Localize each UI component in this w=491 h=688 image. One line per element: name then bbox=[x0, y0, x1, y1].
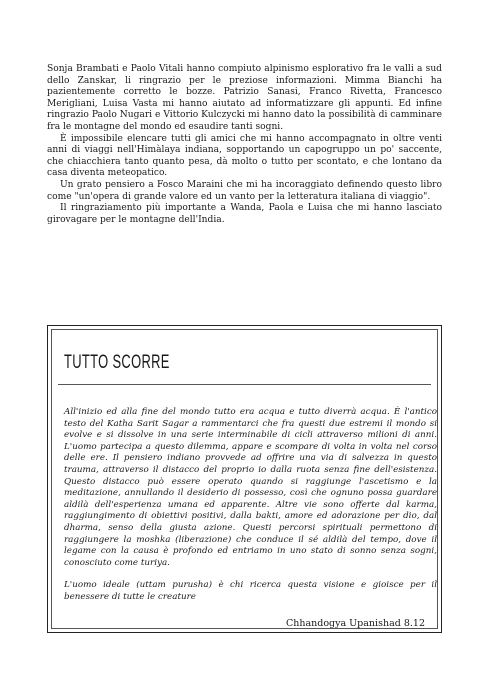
citation: Chhandogya Upanishad 8.12 bbox=[285, 618, 425, 629]
acknowledgement-paragraph: Un grato pensiero a Fosco Maraini che mi ha incoraggiato definendo questo libro come "un'opera di grande valore ed un vanto per la letteratura italiana di viaggio". bbox=[47, 179, 442, 202]
box-title: TUTTO SCORRE bbox=[64, 352, 170, 373]
acknowledgement-paragraph: È impossibile elencare tutti gli amici che mi hanno accompagnato in oltre venti anni di viaggi nell'Himàlaya indiana, sopportando un capogruppo un po' saccente, che chiacchiera tanto quanto pesa, dà molto o tutto per scontato, e che lontano da casa diventa meteopatico. bbox=[47, 133, 442, 179]
acknowledgement-paragraph: Sonja Brambati e Paolo Vitali hanno compiuto alpinismo esplorativo fra le valli a sud dello Zanskar, li ringrazio per le preziose informazioni. Mimma Bianchi ha pazientemente corretto le bozze. Patrizio Sanasi, Franco Rivetta, Francesco Merigliani, Luisa Vasta mi hanno aiutato ad informatizzare gli appunti. Ed infine ringrazio Paolo Nugari e Vittorio Kulczycki mi hanno dato la possibilità di camminare fra le montagne del mondo ed esaudire tanti sogni. bbox=[47, 64, 442, 132]
title-divider bbox=[58, 384, 431, 385]
quote-box-inner-frame bbox=[51, 329, 438, 629]
acknowledgement-paragraph: Il ringraziamento più importante a Wanda, Paola e Luisa che mi hanno lasciato girovagare per le montagne dell'India. bbox=[47, 203, 442, 225]
box-body bbox=[64, 407, 437, 604]
box-paragraph: L'uomo ideale (uttam purusha) è chi ricerca questa visione e gioisce per il benessere di tutte le creature bbox=[64, 580, 437, 602]
box-paragraph: All'inizio ed alla fine del mondo tutto era acqua e tutto diverrà acqua. È l'antico testo del Katha Sarit Sagar a rammentarci che fra questi due estremi il mondo si evolve e si dissolve in una serie interminabile di cicli attraverso milioni di anni. L'uomo partecipa a questo dilemma, appare e scompare di volta in volta nel corso delle ere. Il pensiero indiano provvede ad offrire una via di salvezza in questo trauma, attraverso il distacco del proprio io dalla ruota senza fine dell'esistenza. Questo distacco può essere operato quando si raggiunge l'ascetismo e la meditazione, annullando il desiderio di possesso, così che ognuno possa guardare aldilà dell'esperienza umana ed apparente. Altre vie sono offerte dal karma, raggiungimento di obiettivi positivi, dalla bakti, amore ed adorazione per dio, dal dharma, senso della giusta azione. Questi percorsi spirituali permettono di raggiungere la moshka (liberazione) che conduce il sé aldilà del tempo, dove il legame con la causa è profondo ed entriamo in uno stato di sonno senza sogni, conosciuto come turiya. bbox=[64, 407, 437, 568]
quote-box bbox=[47, 325, 442, 633]
acknowledgements-text bbox=[47, 64, 442, 226]
